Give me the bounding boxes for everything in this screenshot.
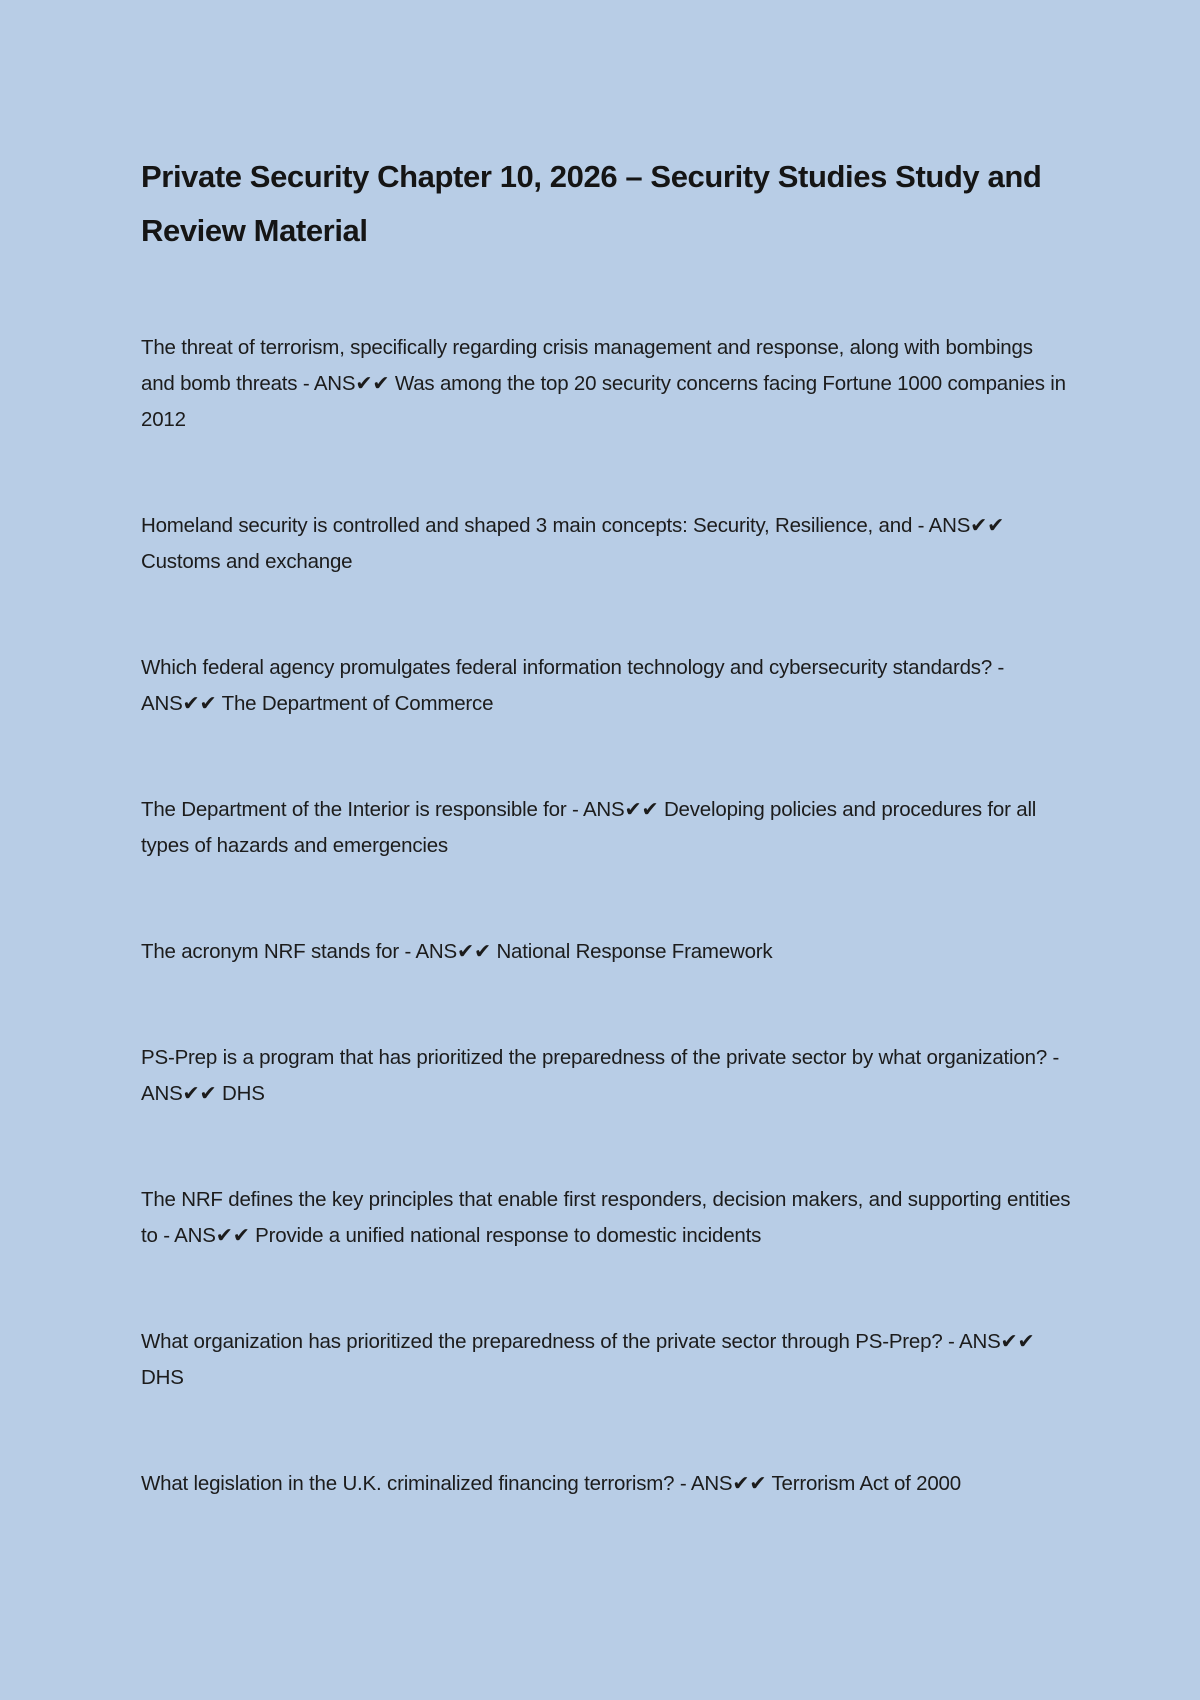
qa-item: The acronym NRF stands for - ANS✔✔ National Response Framework [141, 940, 773, 963]
qa-item: The Department of the Interior is responsible for - ANS✔✔ Developing policies and procedures for all types of hazards and emergencies [141, 798, 1037, 857]
qa-item: The threat of terrorism, specifically regarding crisis management and response, along with bombings and bomb threats - ANS✔✔ Was among the top 20 security concerns facing Fortune 1000 companies in 2012 [141, 336, 1066, 431]
page-title: Private Security Chapter 10, 2026 – Security Studies Study and Review Material [141, 159, 1042, 248]
qa-item: Homeland security is controlled and shaped 3 main concepts: Security, Resilience, and - ANS✔✔ Customs and exchange [141, 514, 1005, 573]
qa-item: PS-Prep is a program that has prioritized the preparedness of the private sector by what organization? - ANS✔✔ DHS [141, 1046, 1060, 1105]
qa-item: The NRF defines the key principles that enable first responders, decision makers, and supporting entities to - ANS✔✔ Provide a unified national response to domestic incidents [141, 1188, 1071, 1247]
document-page [141, 150, 1071, 1502]
qa-item: What organization has prioritized the preparedness of the private sector through PS-Prep? - ANS✔✔ DHS [141, 1330, 1035, 1389]
qa-list [141, 330, 1071, 1502]
qa-item: What legislation in the U.K. criminalized financing terrorism? - ANS✔✔ Terrorism Act of 2000 [141, 1472, 961, 1495]
qa-item: Which federal agency promulgates federal information technology and cybersecurity standards? - ANS✔✔ The Department of Commerce [141, 656, 1005, 715]
